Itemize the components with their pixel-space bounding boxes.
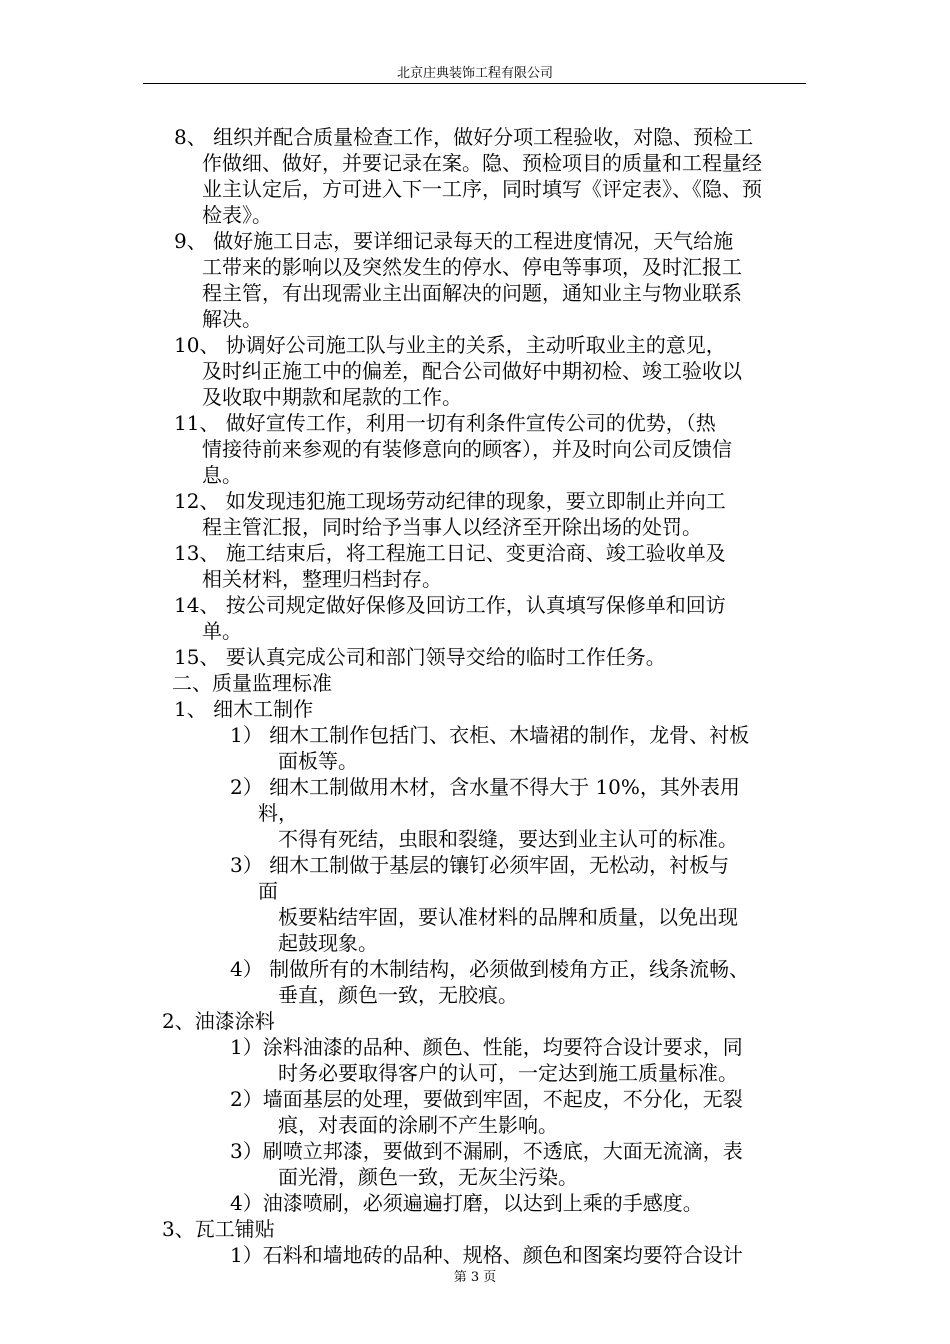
text-line: 12、 如发现违犯施工现场劳动纪律的现象，要立即制止并向工 xyxy=(174,489,726,513)
text-line: 2）墙面基层的处理，要做到牢固，不起皮，不分化，无裂 xyxy=(230,1087,743,1111)
text-line: 面光滑，颜色一致，无灰尘污染。 xyxy=(278,1165,578,1189)
text-line: 垂直，颜色一致，无胶痕。 xyxy=(278,983,518,1007)
subsection-heading: 1、 细木工制作 xyxy=(174,697,314,721)
text-line: 程主管汇报，同时给予当事人以经济至开除出场的处罚。 xyxy=(202,515,702,539)
text-line: 15、 要认真完成公司和部门领导交给的临时工作任务。 xyxy=(174,645,666,669)
header-rule xyxy=(143,83,806,84)
text-line: 4）油漆喷刷，必须遍遍打磨，以达到上乘的手感度。 xyxy=(230,1191,703,1215)
text-line: 单。 xyxy=(202,619,242,643)
text-line: 10、 协调好公司施工队与业主的关系，主动听取业主的意见， xyxy=(174,333,726,357)
text-line: 1） 细木工制作包括门、衣柜、木墙裙的制作，龙骨、衬板 xyxy=(230,723,750,747)
text-line: 8、 组织并配合质量检查工作，做好分项工程验收，对隐、预检工 xyxy=(174,125,754,149)
text-line: 息。 xyxy=(202,463,242,487)
text-line: 1）石料和墙地砖的品种、规格、颜色和图案均要符合设计 xyxy=(230,1243,743,1267)
text-line: 检表》。 xyxy=(202,203,272,227)
text-line: 作做细、做好，并要记录在案。隐、预检项目的质量和工程量经 xyxy=(202,151,762,175)
text-line: 不得有死结，虫眼和裂缝，要达到业主认可的标准。 xyxy=(278,827,738,851)
text-line: 工带来的影响以及突然发生的停水、停电等事项，及时汇报工 xyxy=(202,255,742,279)
text-line: 3） 细木工制做于基层的镶钉必须牢固，无松动，衬板与 xyxy=(230,853,730,877)
text-line: 及时纠正施工中的偏差，配合公司做好中期初检、竣工验收以 xyxy=(202,359,742,383)
text-line: 13、 施工结束后，将工程施工日记、变更洽商、竣工验收单及 xyxy=(174,541,726,565)
text-line: 板要粘结牢固，要认准材料的品牌和质量，以免出现 xyxy=(278,905,738,929)
text-line: 14、 按公司规定做好保修及回访工作，认真填写保修单和回访 xyxy=(174,593,726,617)
text-line: 解决。 xyxy=(202,307,262,331)
page-header-company: 北京庄典装饰工程有限公司 xyxy=(396,66,553,81)
section-heading: 二、质量监理标准 xyxy=(172,671,332,695)
text-line: 痕，对表面的涂刷不产生影响。 xyxy=(278,1113,558,1137)
text-line: 起鼓现象。 xyxy=(278,931,378,955)
subsection-heading: 3、瓦工铺贴 xyxy=(162,1217,275,1241)
text-line: 9、 做好施工日志，要详细记录每天的工程进度情况，天气给施 xyxy=(174,229,734,253)
text-line: 3）刷喷立邦漆，要做到不漏刷，不透底，大面无流滴，表 xyxy=(230,1139,743,1163)
text-line: 料， xyxy=(258,801,298,825)
text-line: 相关材料，整理归档封存。 xyxy=(202,567,442,591)
text-line: 2） 细木工制做用木材，含水量不得大于 10%，其外表用 xyxy=(230,775,740,799)
text-line: 1）涂料油漆的品种、颜色、性能，均要符合设计要求，同 xyxy=(230,1035,743,1059)
text-line: 程主管，有出现需业主出面解决的问题，通知业主与物业联系 xyxy=(202,281,742,305)
text-line: 面板等。 xyxy=(278,749,358,773)
text-line: 11、 做好宣传工作，利用一切有利条件宣传公司的优势，（热 xyxy=(174,411,716,435)
text-line: 及收取中期款和尾款的工作。 xyxy=(202,385,462,409)
text-line: 4） 制做所有的木制结构，必须做到棱角方正，线条流畅、 xyxy=(230,957,750,981)
page-number: 第 3 页 xyxy=(453,1270,497,1285)
text-line: 时务必要取得客户的认可，一定达到施工质量标准。 xyxy=(278,1061,738,1085)
text-line: 面 xyxy=(258,879,278,903)
text-line: 业主认定后，方可进入下一工序，同时填写《评定表》、《隐、预 xyxy=(202,177,762,201)
subsection-heading: 2、油漆涂料 xyxy=(162,1009,275,1033)
text-line: 情接待前来参观的有装修意向的顾客），并及时向公司反馈信 xyxy=(202,437,732,461)
